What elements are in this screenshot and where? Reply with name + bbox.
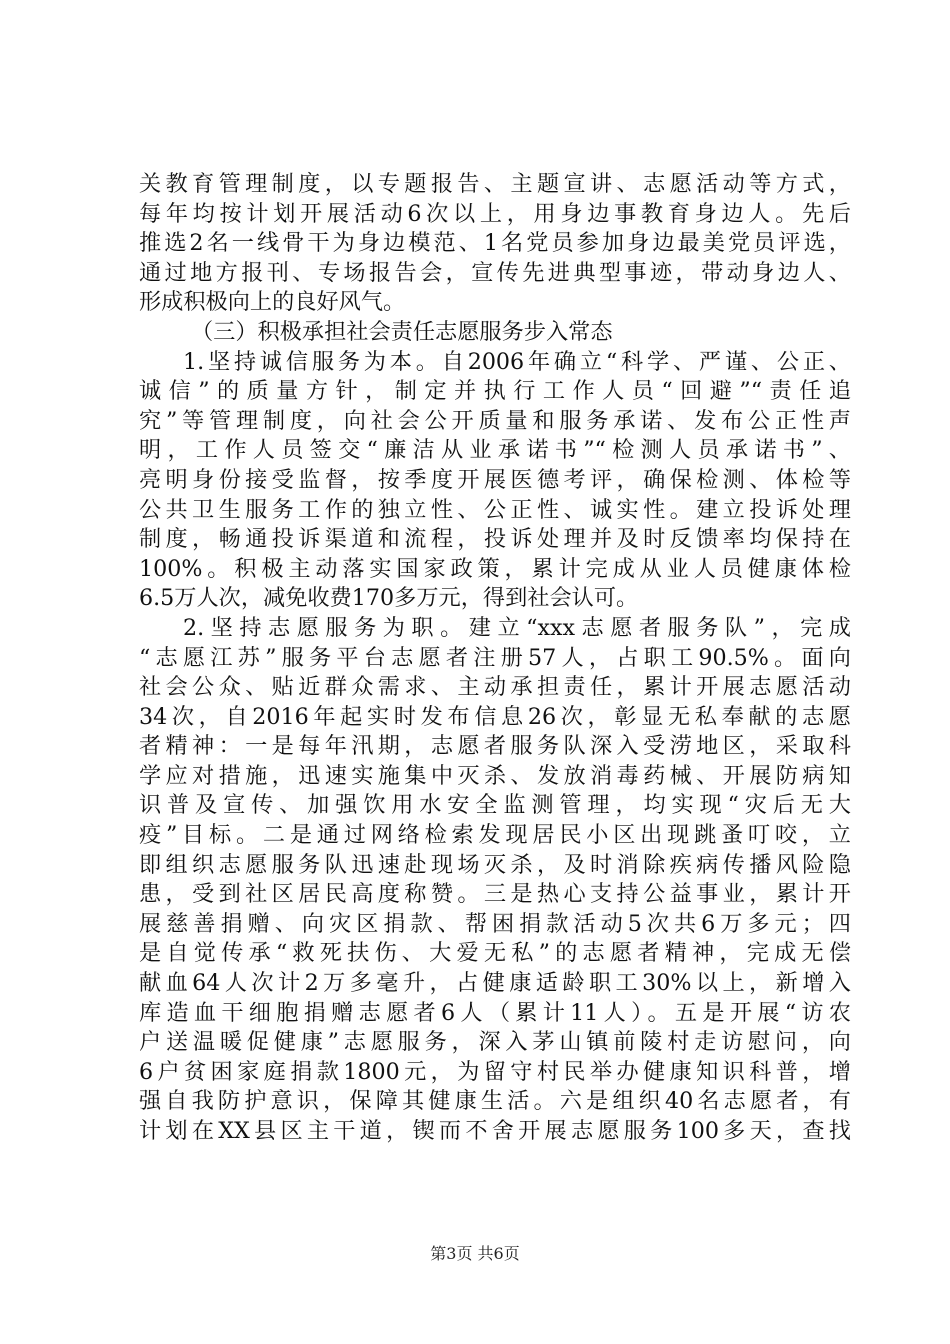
text-line: 形成积极向上的良好风气。 <box>139 289 406 316</box>
text-line: 2.坚持志愿服务为职。建立“xxx志愿者服务队”，完成 <box>183 614 851 641</box>
text-line: 通过地方报刊、专场报告会，宣传先进典型事迹，带动身边人、 <box>139 259 851 286</box>
text-line: 患，受到社区居民高度称赞。三是热心支持公益事业，累计开 <box>139 881 851 908</box>
text-line: 即组织志愿服务队迅速赴现场灭杀，及时消除疾病传播风险隐 <box>139 851 851 878</box>
text-line: 社会公众、贴近群众需求、主动承担责任，累计开展志愿活动 <box>139 674 851 701</box>
text-line: 亮明身份接受监督，按季度开展医德考评，确保检测、体检等 <box>139 466 851 493</box>
text-line: 疫”目标。二是通过网络检索发现居民小区出现跳蚤叮咬，立 <box>139 822 851 849</box>
text-line: 34次，自2016年起实时发布信息26次，彰显无私奉献的志愿 <box>139 703 851 730</box>
text-line: 强自我防护意识，保障其健康生活。六是组织40名志愿者，有 <box>139 1088 851 1115</box>
body-text <box>139 170 851 1147</box>
text-line: 识普及宣传、加强饮用水安全监测管理，均实现“灾后无大 <box>139 792 851 819</box>
text-line: 户送温暖促健康”志愿服务，深入茅山镇前陵村走访慰问，向 <box>139 1029 851 1056</box>
text-line: 展慈善捐赠、向灾区捐款、帮困捐款活动5次共6万多元；四 <box>139 910 851 937</box>
text-line: 关教育管理制度，以专题报告、主题宣讲、志愿活动等方式， <box>139 171 851 197</box>
text-line: 100%。积极主动落实国家政策，累计完成从业人员健康体检 <box>139 555 851 582</box>
text-line: 究”等管理制度，向社会公开质量和服务承诺、发布公正性声 <box>139 407 851 434</box>
section-heading: （三）积极承担社会责任志愿服务步入常态 <box>191 318 613 345</box>
text-line: 明，工作人员签交“廉洁从业承诺书”“检测人员承诺书”、 <box>139 437 851 464</box>
text-line: 6.5万人次，减免收费170多万元，得到社会认可。 <box>139 585 639 612</box>
text-line: 推选2名一线骨干为身边模范、1名党员参加身边最美党员评选， <box>139 230 851 257</box>
text-line: 诚信”的质量方针，制定并执行工作人员“回避”“责任追 <box>139 378 851 405</box>
text-line: 者精神：一是每年汛期，志愿者服务队深入受涝地区，采取科 <box>139 733 851 760</box>
text-line: “志愿江苏”服务平台志愿者注册57人，占职工90.5%。面向 <box>139 644 851 671</box>
text-line: 计划在XX县区主干道，锲而不舍开展志愿服务100多天，查找 <box>139 1118 851 1144</box>
text-line: 每年均按计划开展活动6次以上，用身边事教育身边人。先后 <box>139 200 851 227</box>
text-line: 献血64人次计2万多毫升，占健康适龄职工30%以上，新增入 <box>139 970 851 997</box>
text-line: 学应对措施，迅速实施集中灭杀、发放消毒药械、开展防病知 <box>139 762 851 789</box>
text-line: 库造血干细胞捐赠志愿者6人（累计11人）。五是开展“访农 <box>139 999 851 1026</box>
text-line: 制度，畅通投诉渠道和流程，投诉处理并及时反馈率均保持在 <box>139 526 851 553</box>
text-line: 公共卫生服务工作的独立性、公正性、诚实性。建立投诉处理 <box>139 496 851 523</box>
text-line: 6户贫困家庭捐款1800元，为留守村民举办健康知识科普，增 <box>139 1058 851 1085</box>
text-line: 1.坚持诚信服务为本。自2006年确立“科学、严谨、公正、 <box>183 348 851 375</box>
text-line: 是自觉传承“救死扶伤、大爱无私”的志愿者精神，完成无偿 <box>139 940 851 967</box>
page-footer: 第3页 共6页 <box>430 1244 520 1263</box>
